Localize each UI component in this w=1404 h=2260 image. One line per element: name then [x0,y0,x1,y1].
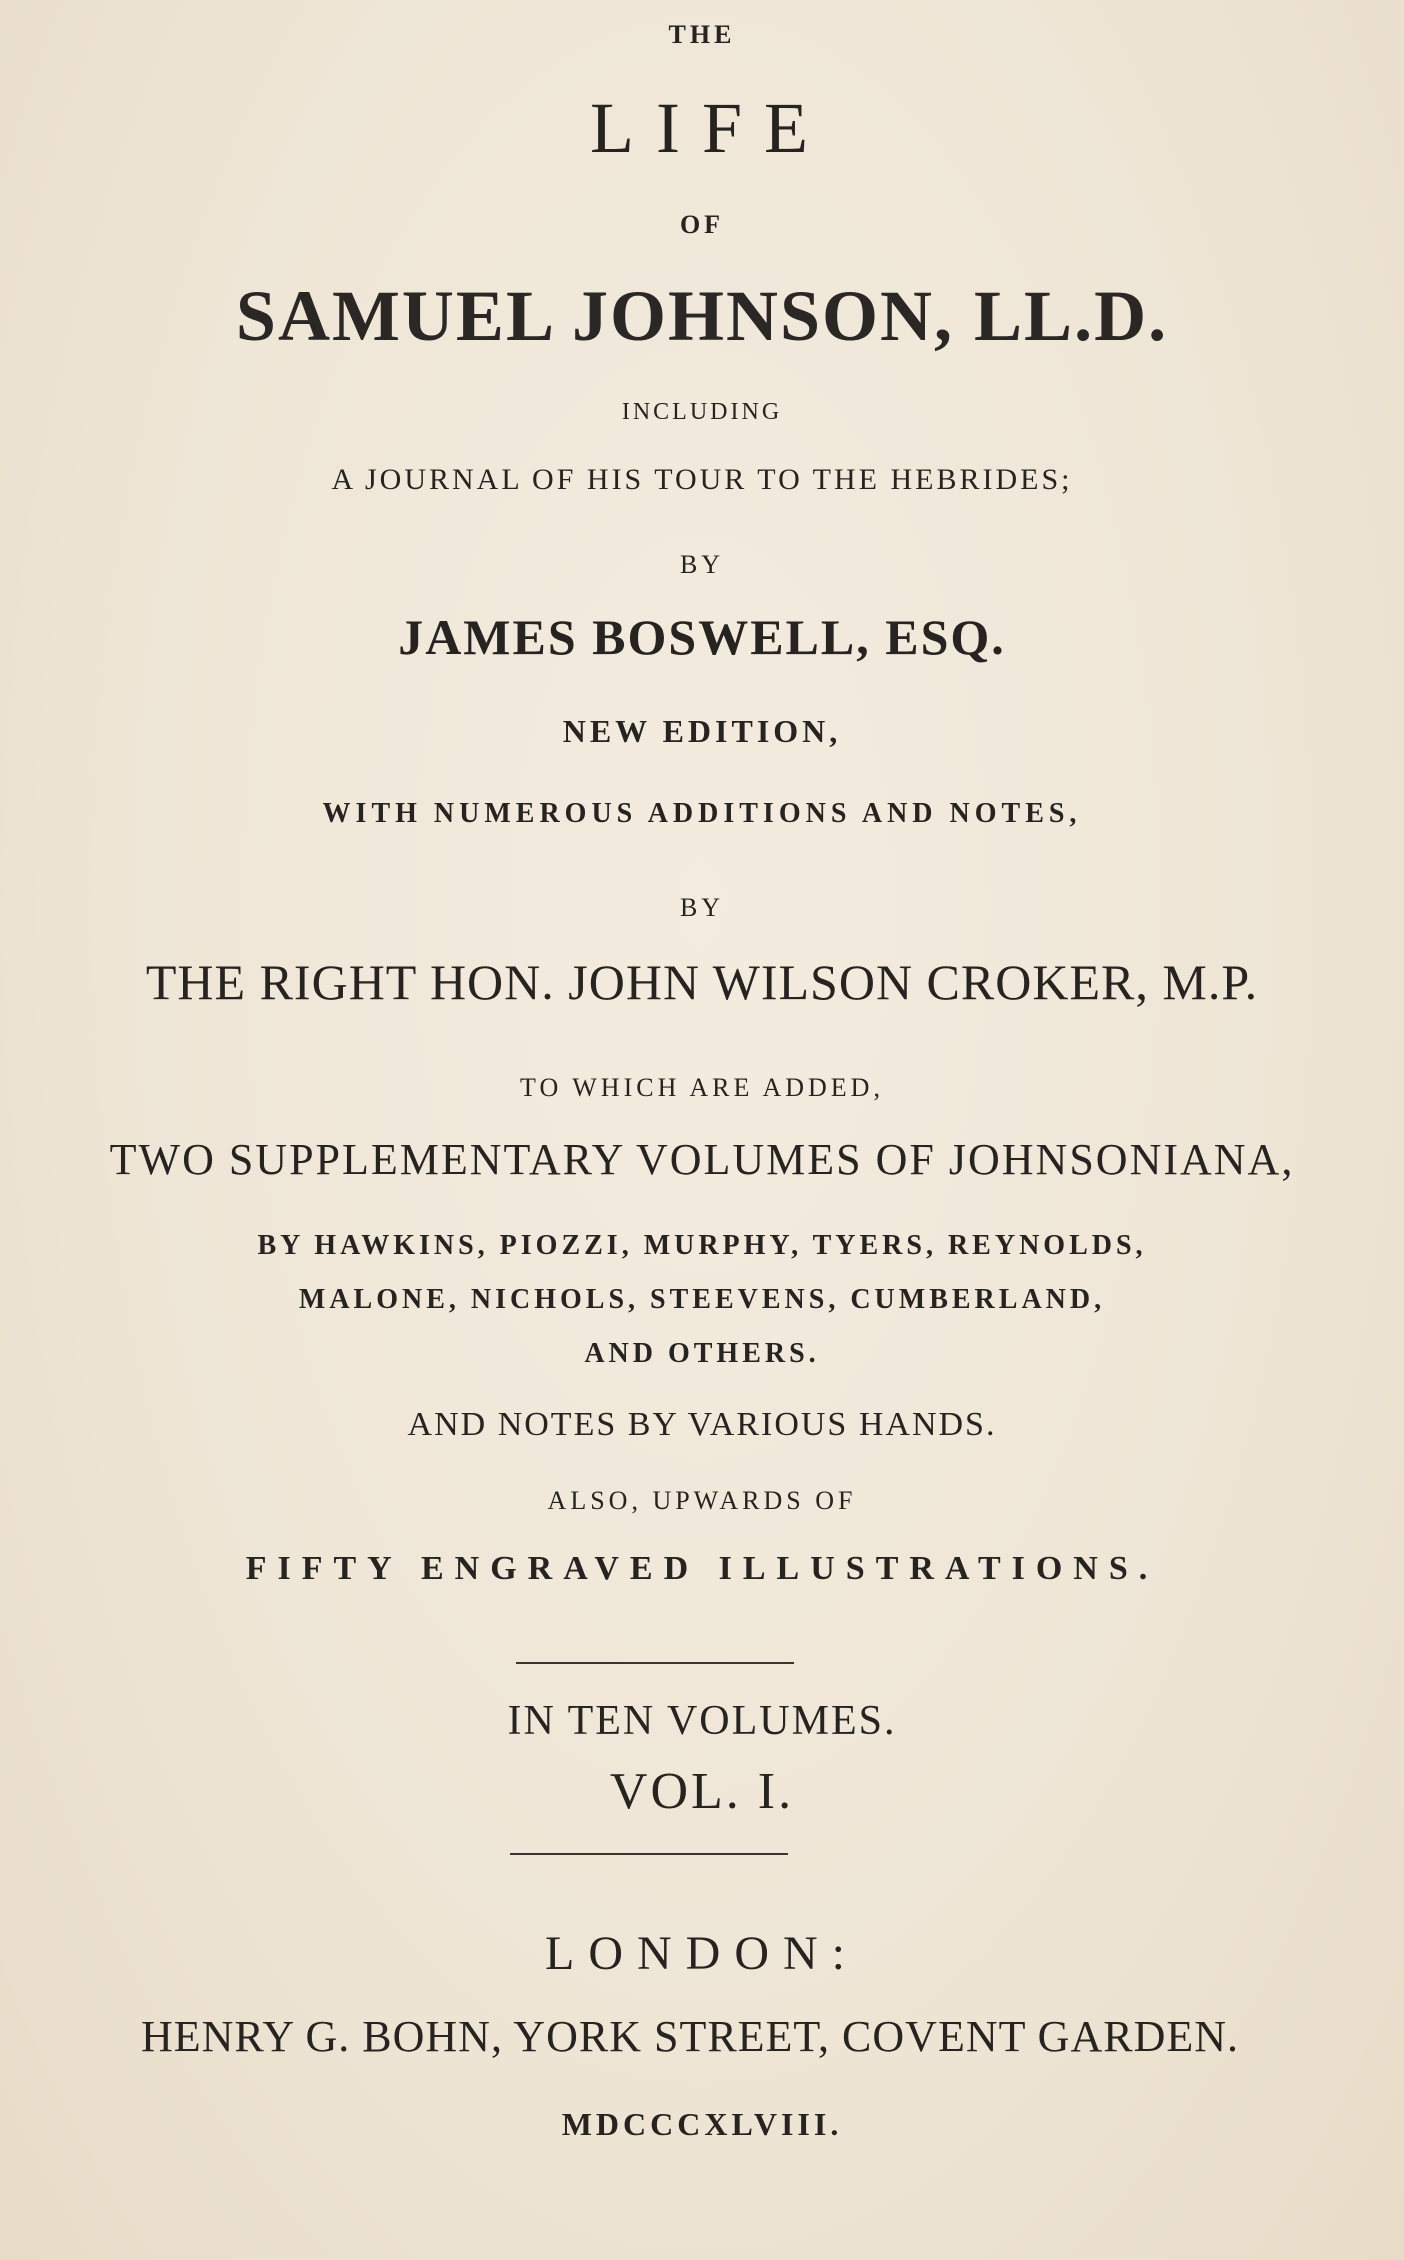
additions-line: WITH NUMEROUS ADDITIONS AND NOTES, [322,798,1082,829]
subject-title: SAMUEL JOHNSON, LL.D. [235,276,1169,356]
contributors-line-3: AND OTHERS. [584,1338,820,1369]
place-line: LONDON: [545,1927,859,1980]
supplementary-line: TWO SUPPLEMENTARY VOLUMES OF JOHNSONIANA, [109,1135,1295,1184]
editor-name: THE RIGHT HON. JOHN WILSON CROKER, M.P. [145,954,1259,1010]
including-line: INCLUDING [621,399,783,425]
volumes-line: IN TEN VOLUMES. [507,1698,897,1744]
contributors-line-1: BY HAWKINS, PIOZZI, MURPHY, TYERS, REYNOLDS, [257,1230,1147,1261]
the-line: THE [668,20,736,49]
life-heading: LIFE [590,88,830,168]
author-name: JAMES BOSWELL, ESQ. [398,609,1006,665]
lower-rule [510,1853,788,1855]
upper-rule [516,1662,794,1664]
edition-line: NEW EDITION, [562,713,842,749]
by-line-1: BY [679,550,725,579]
volume-number: VOL. I. [609,1763,795,1820]
notes-line: AND NOTES BY VARIOUS HANDS. [407,1406,997,1443]
journal-line: A JOURNAL OF HIS TOUR TO THE HEBRIDES; [331,463,1073,496]
of-line: OF [679,210,725,239]
to-which-line: TO WHICH ARE ADDED, [520,1073,884,1102]
publisher-line: HENRY G. BOHN, YORK STREET, COVENT GARDEN. [141,2012,1239,2061]
year-line: MDCCCXLVIII. [561,2106,843,2142]
by-line-2: BY [679,893,725,922]
contributors-line-2: MALONE, NICHOLS, STEEVENS, CUMBERLAND, [298,1284,1106,1315]
illustrations-line: FIFTY ENGRAVED ILLUSTRATIONS. [245,1550,1159,1587]
also-line: ALSO, UPWARDS OF [547,1486,857,1515]
